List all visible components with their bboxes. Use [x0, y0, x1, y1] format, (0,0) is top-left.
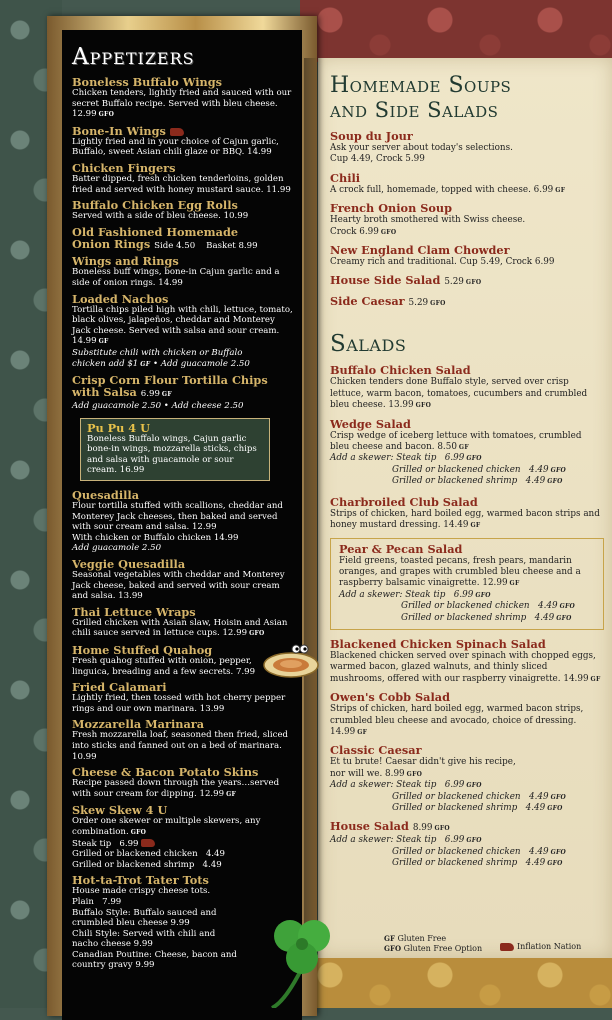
item-desc: Fresh quahog stuffed with onion, pepper, linguica, breading and a few secrets. 7.99 [72, 656, 256, 677]
item-name: Quesadilla [72, 488, 140, 503]
item-desc: Creamy rich and traditional. Cup 5.49, Crock 6.99 [330, 257, 555, 268]
item-option: Grilled or blackened shrimp 4.49 [72, 859, 222, 870]
item-price: 6.99 [140, 389, 160, 400]
item-name: House Side Salad [330, 273, 441, 288]
gfo-badge: GFO [559, 603, 576, 611]
item-name: Onion Rings [72, 236, 151, 251]
item-name: French Onion Soup [330, 201, 453, 216]
bottom-floral-background [300, 955, 612, 1008]
item-desc: Lightly fried, then tossed with hot cherry pepper rings and our own marinara. 13.99 [72, 693, 286, 714]
item-desc: Crisp wedge of iceberg lettuce with tomatoes, crumbled bleu cheese and bacon. 8.50 [330, 430, 582, 453]
skewer-label: Add a skewer: [339, 589, 403, 600]
gfo-badge: GFO [475, 591, 491, 599]
item-option: House made crispy cheese tots. [72, 886, 211, 897]
legend-gfo-text: Gluten Free Option [403, 944, 483, 953]
menu-item [72, 374, 294, 412]
inflation-legend [500, 942, 581, 951]
item-desc: Grilled chicken with Asian slaw, Hoisin and Asian chili sauce served in lettuce cups. 12.99 [72, 617, 288, 639]
gfo-badge: GFO [406, 770, 423, 778]
menu-item [72, 489, 294, 554]
skewer-option: Grilled or blackened chicken 4.49 [392, 791, 549, 802]
item-price: 8.99 [412, 823, 433, 834]
item-option: Grilled or blackened chicken 4.49 [72, 849, 225, 860]
skewer-label: Add a skewer: [330, 780, 394, 791]
item-desc: Seasonal vegetables with cheddar and Monterey Jack cheese, baked and served with sour cream and salsa. 13.99 [72, 570, 285, 602]
menu-item [330, 744, 602, 814]
gf-badge: GF [357, 728, 368, 736]
gf-badge: GF [470, 522, 481, 530]
gf-badge: GF [140, 360, 151, 368]
skewer-option: Grilled or blackened chicken 4.49 [392, 464, 549, 475]
menu-item [72, 766, 294, 800]
item-desc: Et tu brute! Caesar didn't give his recipe, nor will we. 8.99 [330, 757, 516, 779]
item-name: Thai Lettuce Wraps [72, 604, 196, 619]
skewer-option: Grilled or blackened chicken 4.49 [392, 846, 549, 857]
skewer-option: Grilled or blackened shrimp 4.49 [392, 803, 546, 813]
item-name: Pu Pu 4 U [87, 420, 150, 435]
menu-item [72, 199, 294, 222]
gfo-badge: GFO [465, 279, 482, 287]
item-note: chicken add $1 [72, 358, 139, 369]
menu-item [330, 202, 602, 238]
item-note: Add guacamole 2.50 [72, 543, 162, 554]
skewer-label: Add a skewer: [330, 453, 394, 464]
gf-badge: GF [590, 675, 601, 683]
item-desc: A crock full, homemade, topped with cheese. 6.99 [330, 184, 554, 195]
skewer-option: Grilled or blackened shrimp 4.49 [392, 476, 546, 487]
gfo-badge: GFO [550, 848, 567, 856]
item-name: New England Clam Chowder [330, 243, 510, 258]
soups-heading [330, 74, 602, 122]
gfo-badge: GFO [556, 614, 572, 622]
skewer-option: Steak tip 6.99 [396, 835, 465, 846]
item-desc: Chicken tenders done Buffalo style, served over crisp lettuce, warm bacon, tomatoes, cucumbers and crumbled bleu cheese. 13.99 [330, 377, 588, 411]
item-name: Wings and Rings [72, 254, 179, 269]
menu-item [330, 274, 602, 289]
pear-feature-box [330, 538, 604, 630]
inflation-nation-icon [500, 943, 514, 951]
menu-item [330, 364, 602, 411]
menu-item [330, 130, 602, 166]
item-desc: Order one skewer or multiple skewers, any combination. [72, 816, 261, 837]
item-name: Veggie Quesadilla [72, 557, 186, 572]
item-desc: Fresh mozzarella loaf, seasoned then fried, sliced into sticks and fanned out on a bed of marinara. 10.99 [72, 730, 289, 762]
item-desc: Hearty broth smothered with Swiss cheese. [330, 215, 526, 226]
skewer-option: Steak tip 6.99 [396, 453, 465, 464]
frame-shadow [304, 58, 318, 958]
menu-item [72, 718, 294, 762]
skewer-option: Grilled or blackened chicken 4.49 [401, 601, 558, 612]
item-name: House Salad [330, 819, 409, 834]
salads-heading: Salads [330, 331, 407, 358]
gf-badge: GF [226, 790, 237, 798]
item-desc: Lightly fried and in your choice of Cajun garlic, Buffalo, sweet Asian chili glaze or BBQ. 14.99 [72, 136, 279, 158]
menu-item [330, 496, 602, 532]
item-note: • Add guacamole 2.50 [152, 358, 250, 369]
gfo-badge: GFO [415, 402, 432, 410]
gfo-badge: GFO [550, 466, 567, 474]
gf-badge: GF [509, 580, 520, 588]
item-name: Boneless Buffalo Wings [72, 75, 222, 89]
item-price: Crock 6.99 [330, 226, 379, 237]
gfo-badge: GFO [130, 828, 147, 836]
item-name: Cheese & Bacon Potato Skins [72, 765, 259, 780]
gfo-badge: GFO [466, 837, 482, 845]
item-name: Owen's Cobb Salad [330, 690, 450, 705]
item-desc: Strips of chicken, hard boiled egg, warmed bacon strips, crumbled bleu cheese and avocado, choice of dressing. 14.99 [330, 704, 584, 737]
item-option: Plain 7.99 [72, 896, 122, 907]
gfo-badge: GFO [547, 805, 563, 812]
menu-item [330, 244, 602, 268]
menu-item [72, 681, 294, 714]
item-desc: Boneless Buffalo wings, Cajun garlic bone-in wings, mozzarella sticks, chips and salsa with guacamole or sour cream. 16.99 [87, 433, 257, 476]
skewer-option: Grilled or blackened shrimp 4.49 [401, 612, 555, 623]
gf-badge: GF [555, 186, 566, 194]
item-option: Chili Style: Served with chili and nacho cheese 9.99 [72, 928, 216, 950]
skewer-option: Grilled or blackened shrimp 4.49 [392, 858, 546, 869]
item-desc: Flour tortilla stuffed with scallions, cheddar and Monterey Jack cheeses, then baked and served with sour cream and salsa. 12.99 [72, 501, 283, 533]
item-name: Blackened Chicken Spinach Salad [330, 636, 546, 651]
item-desc: Strips of chicken, hard boiled egg, warmed bacon strips and honey mustard dressing. 14.49 [330, 508, 600, 531]
menu-item [72, 255, 294, 288]
gfo-badge: GFO [550, 793, 567, 801]
item-price: 5.29 [444, 277, 464, 288]
menu-item [72, 606, 294, 640]
menu-item [72, 76, 294, 121]
inflation-nation-icon [141, 839, 155, 847]
gfo-badge: GFO [547, 860, 563, 868]
soups-heading-line1: Homemade Soups [330, 73, 512, 98]
menu-item [72, 125, 294, 158]
item-desc: Served with a side of bleu cheese. 10.99 [72, 211, 249, 222]
item-desc: Chicken tenders, lightly fried and sauced with our secret Buffalo recipe. Served with bleu cheese. 12.99 [72, 88, 292, 120]
gf-badge: GF [98, 338, 109, 346]
gfo-badge: GFO [380, 228, 397, 236]
menu-item [72, 293, 294, 371]
item-desc: Boneless buff wings, bone-in Cajun garlic and a side of onion rings. 14.99 [72, 267, 280, 288]
gfo-badge: GFO [249, 630, 265, 638]
item-option: Steak tip 6.99 [72, 838, 139, 849]
menu-item [72, 804, 294, 870]
quahog-clam-icon [262, 643, 320, 679]
appetizers-section [72, 44, 294, 975]
legend [384, 934, 482, 954]
gf-badge: GF [458, 444, 469, 452]
item-name: Crisp Corn Flour Tortilla Chips [72, 373, 268, 388]
item-name: with Salsa [72, 385, 137, 400]
item-name: Classic Caesar [330, 743, 422, 758]
item-note: Substitute chili with chicken or Buffalo [72, 347, 243, 358]
item-desc: Blackened chicken served over spinach with chopped eggs, warmed bacon, glazed walnuts, and thinly sliced mushrooms, offered with our raspberry vinaigrette. 14.99 [330, 650, 596, 684]
soups-heading-line2: and Side Salads [330, 98, 499, 122]
gfo-badge: GFO [466, 455, 482, 463]
gfo-badge: GFO [547, 478, 563, 486]
item-desc: Tortilla chips piled high with chili, lettuce, tomato, black olives, jalapeños, cheddar and Monterey Jack cheese. Served with salsa and sour cream. 14.99 [72, 304, 293, 347]
menu-item [72, 644, 294, 677]
menu-item [330, 418, 602, 488]
item-option: Buffalo Style: Buffalo sauced and crumbled bleu cheese 9.99 [72, 907, 217, 929]
legend-gf-text: Gluten Free [397, 934, 447, 943]
item-name: Chicken Fingers [72, 160, 176, 175]
menu-item [330, 638, 602, 685]
item-name: Buffalo Chicken Egg Rolls [72, 198, 238, 213]
inflation-nation-icon [170, 128, 184, 136]
appetizers-heading: Appetizers [72, 44, 195, 70]
gfo-badge: GFO [434, 825, 450, 833]
item-name: Soup du Jour [330, 129, 413, 143]
menu-item [72, 162, 294, 195]
item-name: Old Fashioned Homemade [72, 224, 239, 239]
item-price: Cup 4.49, Crock 5.99 [330, 154, 425, 165]
skewer-option: Steak tip 6.99 [396, 780, 465, 791]
menu-item [72, 558, 294, 602]
item-name: Chili [330, 170, 361, 185]
item-name: Pear & Pecan Salad [339, 541, 463, 556]
item-name: Home Stuffed Quahog [72, 643, 213, 657]
gfo-badge: GFO [430, 300, 446, 308]
item-name: Wedge Salad [330, 416, 411, 431]
item-name: Mozzarella Marinara [72, 717, 205, 732]
item-price: 5.29 [408, 298, 429, 309]
gfo-badge: GFO [98, 111, 115, 119]
pupu-feature-box [80, 418, 270, 481]
item-note: Add guacamole 2.50 • Add cheese 2.50 [72, 401, 244, 412]
menu-item [72, 226, 294, 252]
menu-item [330, 820, 602, 869]
item-desc: Batter dipped, fresh chicken tenderloins, golden fried and served with honey mustard sauce. 11.99 [72, 173, 291, 195]
item-name: Skew Skew 4 U [72, 803, 168, 818]
gf-badge: GF [161, 391, 172, 399]
menu-item [330, 172, 602, 196]
menu-item [72, 874, 294, 971]
item-price: Side 4.50 Basket 8.99 [154, 240, 258, 251]
skewer-option: Steak tip 6.99 [405, 589, 474, 600]
top-floral-background [300, 0, 612, 62]
item-desc: Recipe passed down through the years…served with sour cream for dipping. 12.99 [72, 778, 280, 799]
skewer-label: Add a skewer: [330, 835, 394, 846]
item-name: Fried Calamari [72, 680, 167, 695]
soups-salads-section [330, 74, 602, 876]
gfo-badge: GFO [466, 782, 482, 790]
item-desc: Field greens, toasted pecans, fresh pears, mandarin oranges, and grapes with crumbled bleu cheese and a raspberry balsamic vinaigrette. 12.99 [339, 555, 581, 589]
item-desc: With chicken or Buffalo chicken 14.99 [72, 532, 239, 543]
menu-item [330, 691, 602, 738]
item-desc: Ask your server about today's selections. [330, 143, 513, 153]
item-name: Side Caesar [330, 294, 405, 309]
legend-gf-code: GF [384, 934, 395, 943]
item-name: Charbroiled Club Salad [330, 494, 478, 509]
item-name: Buffalo Chicken Salad [330, 363, 471, 378]
menu-item [330, 295, 602, 310]
shamrock-icon [262, 908, 342, 1008]
inflation-legend-text: Inflation Nation [517, 942, 582, 951]
item-option: Canadian Poutine: Cheese, bacon and country gravy 9.99 [72, 949, 237, 971]
item-name: Hot-ta-Trot Tater Tots [72, 873, 209, 888]
legend-gfo-code: GFO [384, 944, 402, 953]
item-name: Bone-In Wings [72, 123, 166, 138]
item-name: Loaded Nachos [72, 291, 169, 306]
